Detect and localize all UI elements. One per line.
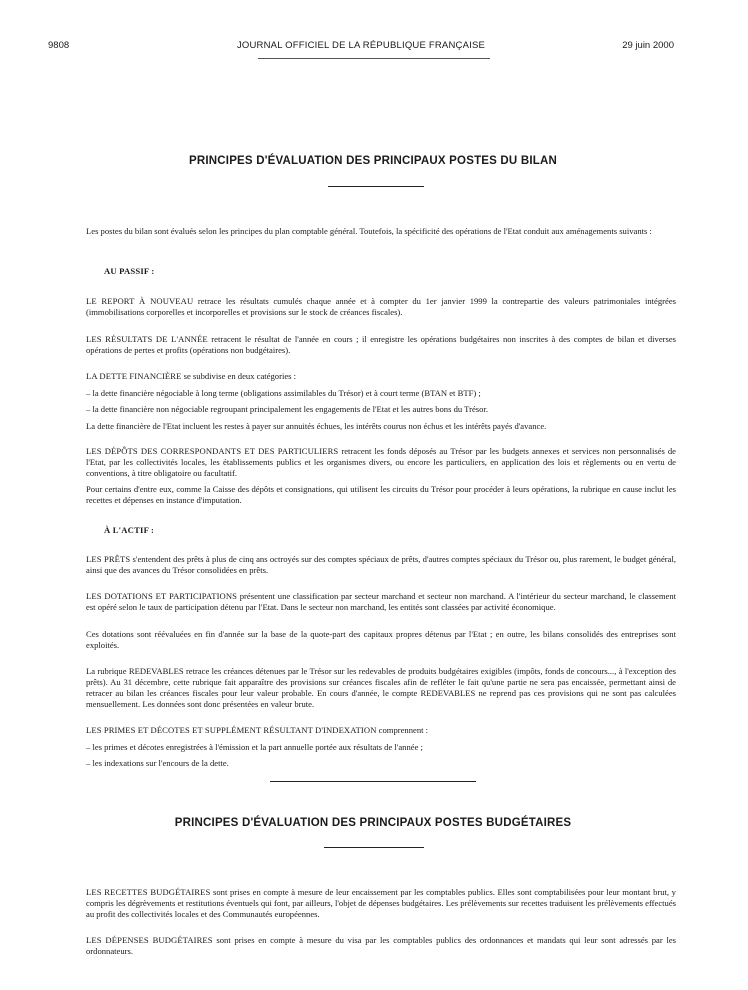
paragraph-redevables: La rubrique REDEVABLES retrace les créances détenues par le Trésor sur les redevables de produits budgétaires exigibles (impôts, fonds de concours..., à l'exception des prêts). Au 31 décembre, cette rubrique fait apparaître des provisions sur créances fiscales afin de refléter le fait qu'une partie ne sera pas encaissée, permettant ainsi de retracer au bilan les créances fiscales pour leur valeur probable. En cours d'année, le compte REDEVABLES ne reprend pas ces provisions qui ne sont pas calculées mensuellement. Les données sont donc présentées en valeur brute.: [86, 666, 676, 709]
text-recettes: sont prises en compte à mesure de leur encaissement par les comptables publics. Elles sont comptabilisées pour leur montant brut, y compris les dégrèvements et restitutions éventuels qui font, par ailleurs, l'objet de dépenses budgétaires. Les prélèvements sur recettes traduisent les prélèvements effectués au profit des collectivités locales et des Communautés européennes.: [86, 887, 676, 919]
title-divider-2: [324, 847, 424, 848]
paragraph-dette: [86, 371, 676, 382]
text-prets: s'entendent des prêts à plus de cinq ans octroyés sur des comptes spéciaux de prêts, d'autres comptes spéciaux du Trésor ou, plus rarement, le budget général, ainsi que des avances du Trésor consolidées en prêts.: [86, 554, 676, 575]
term-depenses: LES DÉPENSES BUDGÉTAIRES: [86, 935, 213, 945]
paragraph-prets: [86, 554, 676, 576]
term-depots: LES DÉPÔTS DES CORRESPONDANTS ET DES PARTICULIERS: [86, 446, 339, 456]
text-dotations: présentent une classification par secteur marchand et secteur non marchand. A l'intérieur du secteur marchand, le classement est opéré selon le taux de participation détenu par l'Etat. Dans le secteur non marchand, les entités sont classées par activité économique.: [86, 591, 676, 612]
issue-date: 29 juin 2000: [622, 40, 674, 51]
actif-heading: À L'ACTIF :: [104, 525, 155, 535]
paragraph-depenses: [86, 935, 676, 957]
text-dette: se subdivise en deux catégories :: [181, 371, 297, 381]
dotations-note: Ces dotations sont réévaluées en fin d'année sur la base de la quote-part des capitaux propres détenus par l'Etat ; en outre, les bilans consolidés des entreprises sont exploités.: [86, 629, 676, 650]
text-depenses: sont prises en compte à mesure du visa par les comptables publics des ordonnances et mandats qui leur sont adressés par les ordonnateurs.: [86, 935, 676, 956]
text-primes: comprennent :: [376, 725, 429, 735]
term-resultats: LES RÉSULTATS DE L'ANNÉE: [86, 334, 208, 344]
primes-item-2: – les indexations sur l'encours de la dette.: [86, 758, 229, 768]
dette-item-2: – la dette financière non négociable regroupant principalement les engagements de l'Etat et les autres bons du Trésor.: [86, 404, 488, 414]
text-depots: retracent les fonds déposés au Trésor par les budgets annexes et services non personnalisés de l'Etat, par les collectivités locales, les établissements publics et les organismes divers, ou encore les particuliers, en application des lois et règlements ou en vertu de conventions, à titre obligatoire ou facultatif.: [86, 446, 676, 478]
term-dotations: LES DOTATIONS ET PARTICIPATIONS: [86, 591, 238, 601]
section-title-budgetaires: PRINCIPES D'ÉVALUATION DES PRINCIPAUX POSTES BUDGÉTAIRES: [174, 817, 572, 829]
page-number: 9808: [48, 40, 70, 51]
paragraph-primes: [86, 725, 676, 736]
primes-item-1: – les primes et décotes enregistrées à l'émission et la part annuelle portée aux résultats de l'année ;: [86, 742, 423, 752]
paragraph-report: [86, 296, 676, 318]
paragraph-dotations: [86, 591, 676, 613]
journal-title: JOURNAL OFFICIEL DE LA RÉPUBLIQUE FRANÇAISE: [236, 40, 486, 51]
term-dette: LA DETTE FINANCIÈRE: [86, 371, 182, 381]
dette-item-1: – la dette financière négociable à long terme (obligations assimilables du Trésor) et à court terme (BTAN et BTF) ;: [86, 388, 481, 398]
title-divider: [328, 186, 424, 187]
page-header: [48, 40, 674, 54]
dette-note: La dette financière de l'Etat incluent les restes à payer sur annuités échues, les intérêts courus non échus et les intérêts payés d'avance.: [86, 421, 547, 431]
section-title-bilan: PRINCIPES D'ÉVALUATION DES PRINCIPAUX POSTES DU BILAN: [189, 155, 557, 167]
section-separator: [270, 781, 476, 782]
passif-heading: AU PASSIF :: [104, 266, 155, 276]
text-report: retrace les résultats cumulés chaque année et à compter du 1er janvier 1999 la contrepartie des valeurs patrimoniales intégrées (immobilisations corporelles et incorporelles et provisions sur le stock de créances fiscales).: [86, 296, 676, 317]
text-resultats: retracent le résultat de l'année en cours ; il enregistre les opérations budgétaires non inscrites à des comptes de bilan et diverses opérations de pertes et profits (opérations non budgétaires).: [86, 334, 677, 355]
term-prets: LES PRÊTS: [86, 554, 131, 564]
paragraph-resultats: [86, 334, 676, 356]
intro-paragraph: Les postes du bilan sont évalués selon les principes du plan comptable général. Toutefois, la spécificité des opérations de l'Etat conduit aux aménagements suivants :: [86, 226, 652, 236]
term-recettes: LES RECETTES BUDGÉTAIRES: [86, 887, 211, 897]
paragraph-recettes: [86, 887, 676, 920]
depots-note: Pour certains d'entre eux, comme la Caisse des dépôts et consignations, qui utilisent les circuits du Trésor pour procéder à leurs opérations, la rubrique en cause inclut les recettes et dépenses en instance d'imputation.: [86, 484, 676, 505]
header-rule: [258, 58, 490, 59]
term-primes: LES PRIMES ET DÉCOTES ET SUPPLÉMENT RÉSULTANT D'INDEXATION: [86, 725, 377, 735]
term-report: LE REPORT À NOUVEAU: [86, 296, 194, 306]
paragraph-depots: [86, 446, 676, 479]
